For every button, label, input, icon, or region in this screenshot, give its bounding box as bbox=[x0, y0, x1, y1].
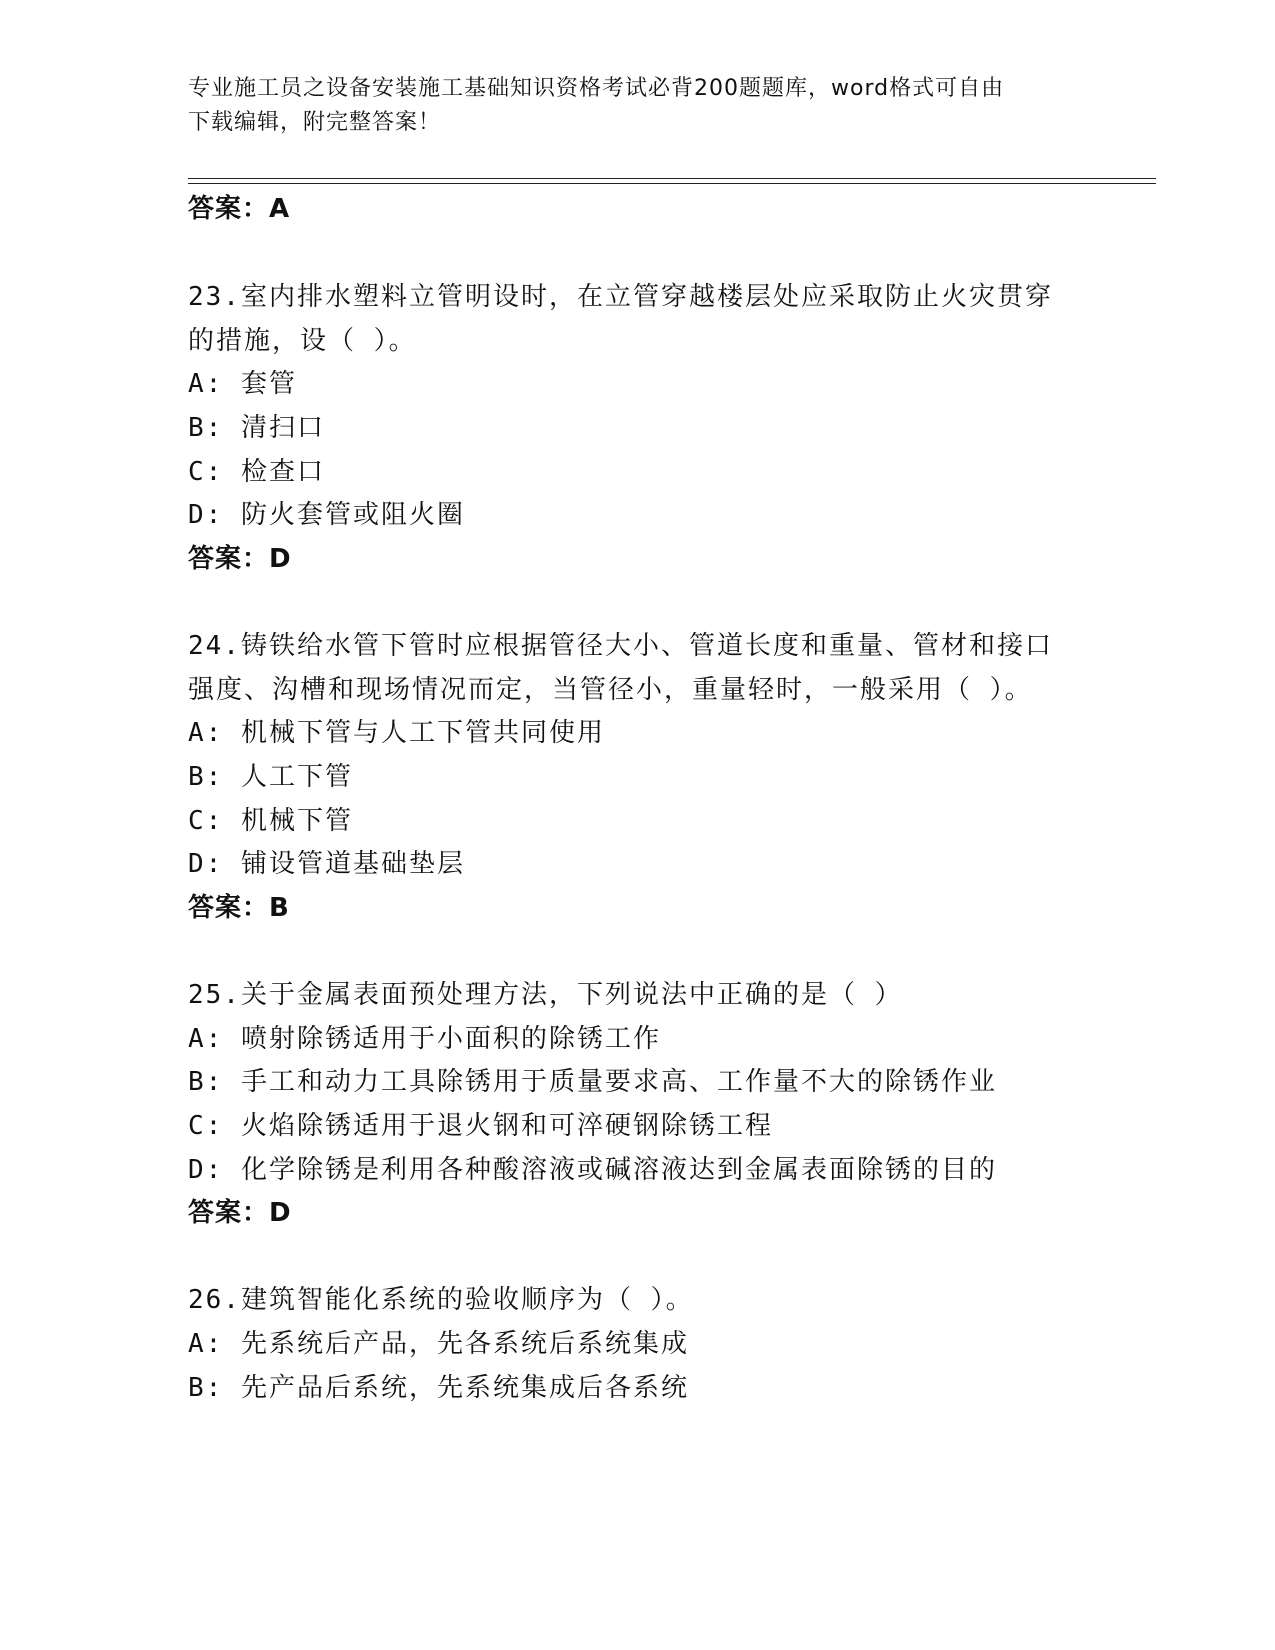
option-line: C: 火焰除锈适用于退火钢和可淬硬钢除锈工程 bbox=[188, 1111, 773, 1141]
document-header bbox=[188, 72, 1068, 140]
answer-line: 答案：B bbox=[188, 893, 290, 923]
header-line-1: 专业施工员之设备安装施工基础知识资格考试必背200题题库，word格式可自由 bbox=[188, 76, 1005, 101]
question-text: 强度、沟槽和现场情况而定，当管径小，重量轻时，一般采用（ ）。 bbox=[188, 675, 1033, 705]
question-text: 24.铸铁给水管下管时应根据管径大小、管道长度和重量、管材和接口 bbox=[188, 631, 1053, 661]
option-line: A: 喷射除锈适用于小面积的除锈工作 bbox=[188, 1024, 661, 1054]
option-line: B: 人工下管 bbox=[188, 762, 353, 792]
answer-line: 答案：D bbox=[188, 1198, 292, 1228]
option-line: A: 机械下管与人工下管共同使用 bbox=[188, 718, 605, 748]
option-line: D: 化学除锈是利用各种酸溶液或碱溶液达到金属表面除锈的目的 bbox=[188, 1155, 997, 1185]
option-line: B: 清扫口 bbox=[188, 413, 325, 443]
question-text: 26.建筑智能化系统的验收顺序为（ ）。 bbox=[188, 1285, 694, 1315]
option-line: C: 机械下管 bbox=[188, 806, 353, 836]
answer-line: 答案：D bbox=[188, 544, 292, 574]
option-line: B: 先产品后系统，先系统集成后各系统 bbox=[188, 1373, 689, 1403]
option-line: C: 检查口 bbox=[188, 457, 325, 487]
option-line: B: 手工和动力工具除锈用于质量要求高、工作量不大的除锈作业 bbox=[188, 1067, 997, 1097]
header-rule-top bbox=[188, 178, 1156, 179]
header-rule-bottom bbox=[188, 183, 1156, 184]
question-text: 23.室内排水塑料立管明设时，在立管穿越楼层处应采取防止火灾贯穿 bbox=[188, 282, 1053, 312]
header-line-2: 下载编辑，附完整答案！ bbox=[188, 110, 442, 135]
option-line: D: 防火套管或阻火圈 bbox=[188, 500, 465, 530]
option-line: D: 铺设管道基础垫层 bbox=[188, 849, 465, 879]
answer-line: 答案：A bbox=[188, 194, 291, 224]
question-text: 25.关于金属表面预处理方法，下列说法中正确的是（ ） bbox=[188, 980, 903, 1010]
option-line: A: 先系统后产品，先各系统后系统集成 bbox=[188, 1329, 689, 1359]
question-text: 的措施，设（ ）。 bbox=[188, 326, 417, 356]
option-line: A: 套管 bbox=[188, 369, 297, 399]
